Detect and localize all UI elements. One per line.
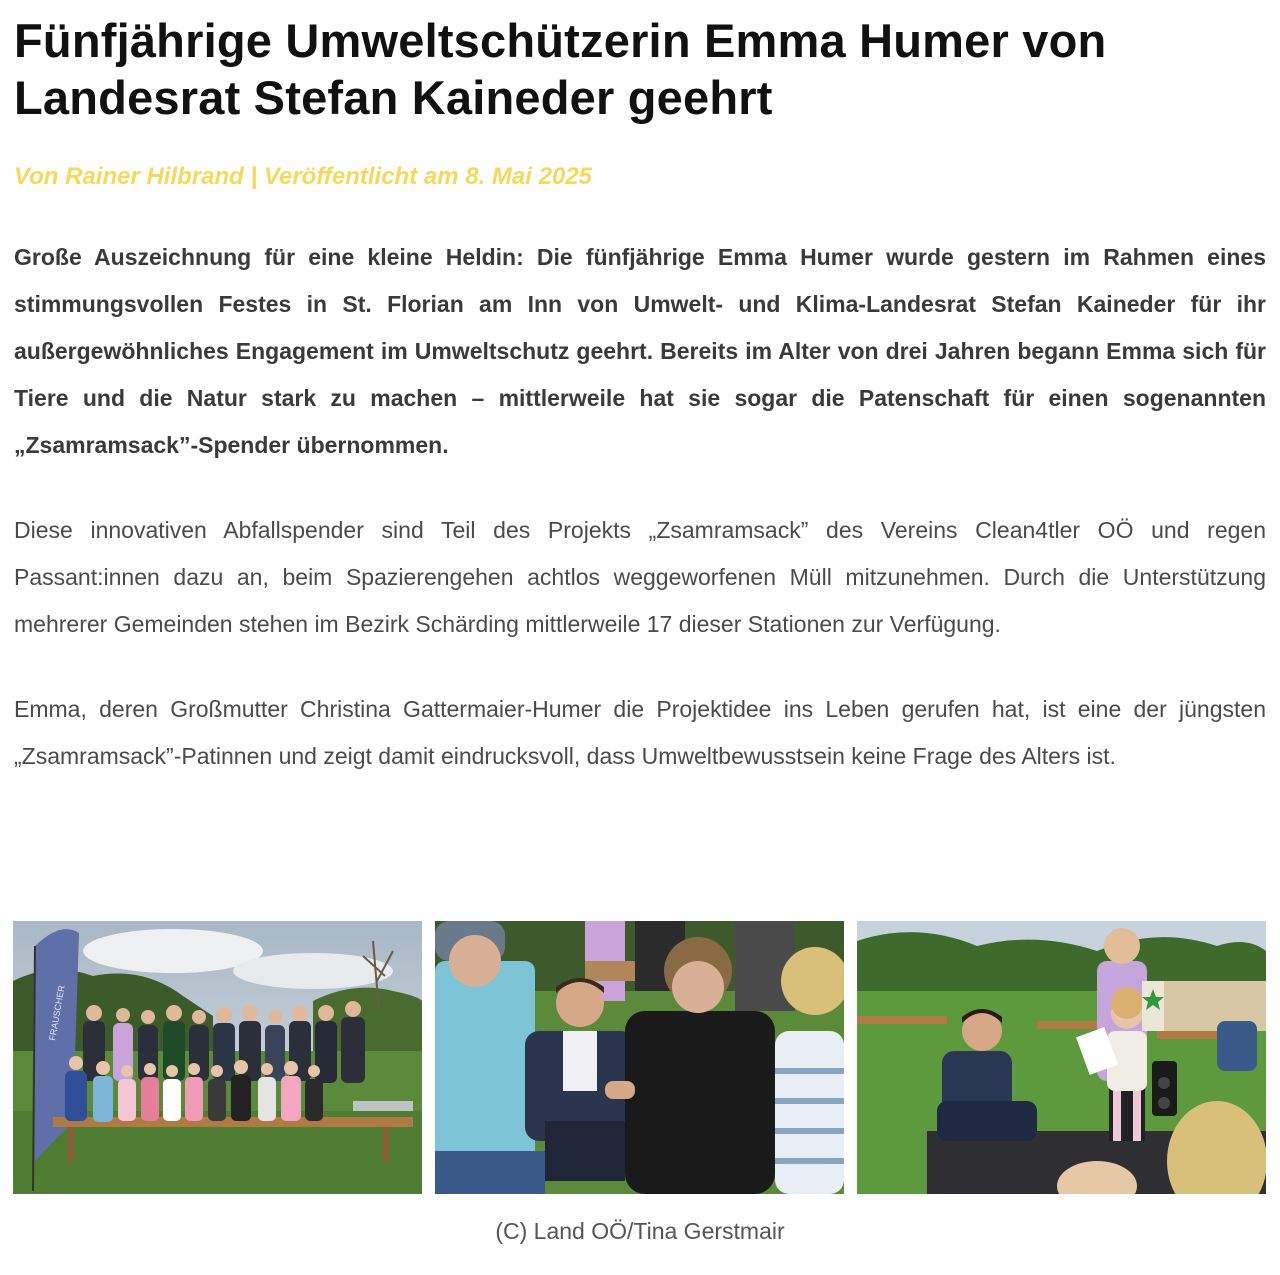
article-paragraph: Emma, deren Großmutter Christina Gattermaier-Humer die Projektidee ins Leben gerufen hat, ist eine der jüngsten „Zsamramsack”-Patinnen und zeigt damit eindrucksvoll, dass Umweltbewusstsein keine Frage des Alters ist. <box>14 696 1266 769</box>
photo-handshake[interactable] <box>435 921 844 1194</box>
article-lead: Große Auszeichnung für eine kleine Heldin: Die fünfjährige Emma Humer wurde gestern im Rahmen eines stimmungsvollen Festes in St. Florian am Inn von Umwelt- und Klima-Landesrat Stefan Kaineder für ihr außergewöhnliches Engagement im Umweltschutz geehrt. Bereits im Alter von drei Jahren begann Emma sich für Tiere und die Natur stark zu machen – mittlerweile hat sie sogar die Patenschaft für einen sogenannten „Zsamramsack”-Spender übernommen. <box>14 244 1266 458</box>
photo-gallery <box>13 921 1267 1194</box>
article-title: Fünfjährige Umweltschützerin Emma Humer von Landesrat Stefan Kaineder geehrt <box>14 14 1107 124</box>
article-byline: Von Rainer Hilbrand | Veröffentlicht am 8. Mai 2025 <box>14 163 592 190</box>
photo-handshake-image <box>435 921 844 1194</box>
photo-group-image <box>13 921 422 1194</box>
photo-girl-award-image <box>857 921 1266 1194</box>
article <box>14 0 1266 780</box>
photo-group[interactable] <box>13 921 422 1194</box>
photo-caption: (C) Land OÖ/Tina Gerstmair <box>495 1218 785 1244</box>
photo-girl-award[interactable] <box>857 921 1266 1194</box>
article-paragraph: Diese innovativen Abfallspender sind Teil des Projekts „Zsamramsack” des Vereins Clean4tler OÖ und regen Passant:innen dazu an, beim Spazierengehen achtlos weggeworfenen Müll mitzunehmen. Durch die Unterstützung mehrerer Gemeinden stehen im Bezirk Schärding mittlerweile 17 dieser Stationen zur Verfügung. <box>14 517 1266 637</box>
banner-text: FRAUSCHER <box>47 984 67 1042</box>
